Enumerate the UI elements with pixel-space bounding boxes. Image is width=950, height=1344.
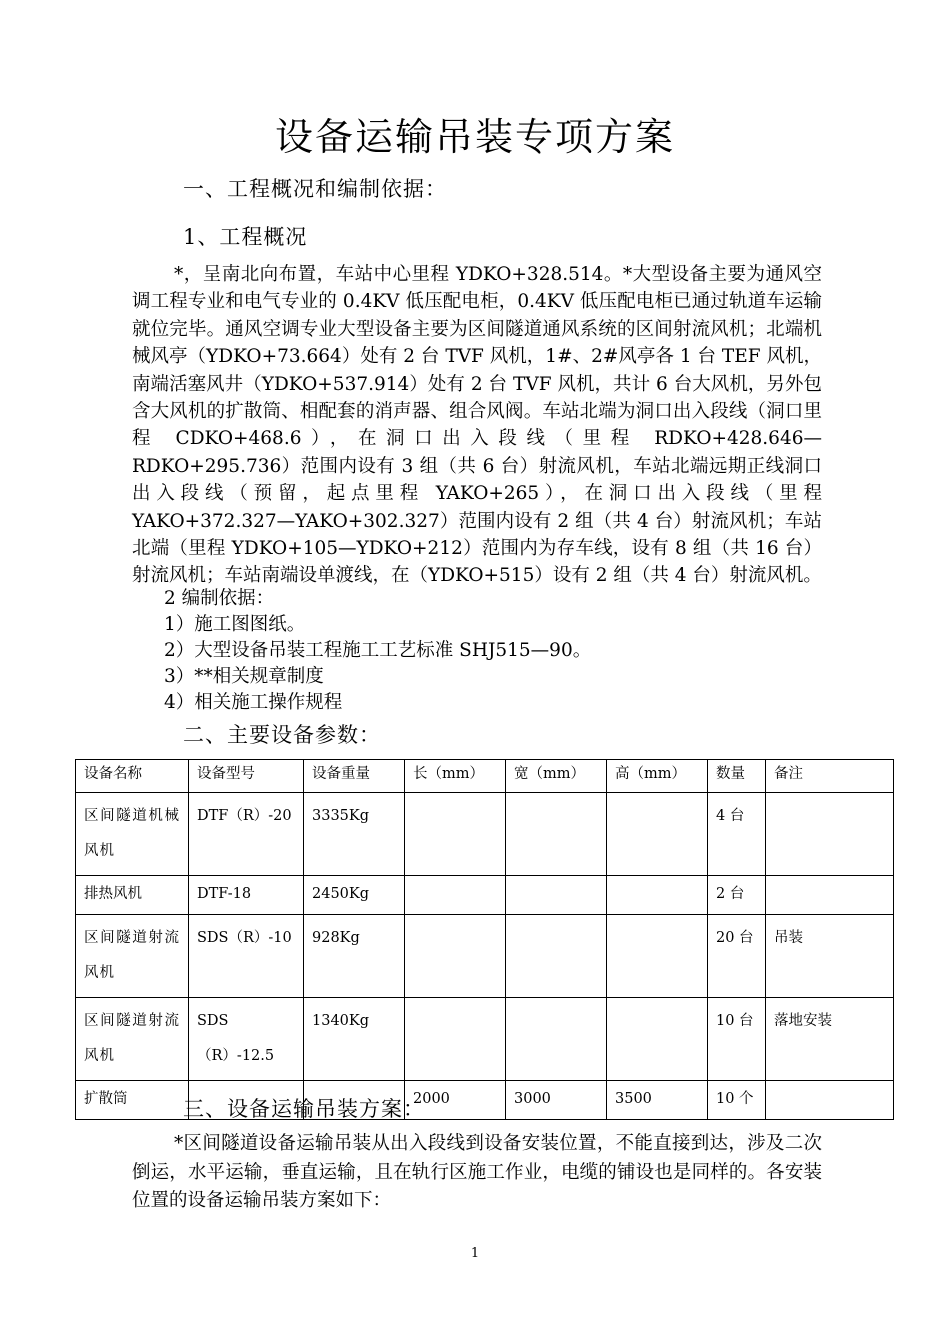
basis-item: 2）大型设备吊装工程施工工艺标准 SHJ515—90。 [164, 640, 592, 661]
table-cell: 3000 [506, 1081, 607, 1120]
table-cell: 2000 [405, 1081, 506, 1120]
basis-list [164, 586, 591, 716]
basis-item: 3）**相关规章制度 [164, 666, 324, 687]
table-cell: 区间隧道射流风机 [76, 915, 189, 998]
table-cell: DTF（R）-20 [189, 793, 304, 876]
section2-heading: 二、主要设备参数： [183, 723, 381, 747]
column-header: 宽（mm） [506, 760, 607, 793]
column-header: 数量 [708, 760, 766, 793]
column-header: 设备型号 [189, 760, 304, 793]
section1-subheading: 1、工程概况 [183, 225, 308, 249]
table-row [76, 915, 894, 998]
table-cell: 区间隧道机械风机 [76, 793, 189, 876]
table-cell: 2 台 [708, 876, 766, 915]
table-cell: 扩散筒 [76, 1081, 189, 1120]
table-cell [405, 998, 506, 1081]
table-cell: 区间隧道射流风机 [76, 998, 189, 1081]
table-cell [405, 915, 506, 998]
table-cell [766, 876, 894, 915]
table-cell: 10 个 [708, 1081, 766, 1120]
table-row [76, 876, 894, 915]
overview-paragraph: *，呈南北向布置，车站中心里程 YDKO+328.514。*大型设备主要为通风空调工程专业和电气专业的 0.4KV 低压配电柜，0.4KV 低压配电柜已通过轨道车运输就位完毕。通风空调专业大型设备主要为区间隧道通风系统的区间射流风机；北端机械风亭（YDKO+73.664）处有 2 台 TVF 风机，1#、2#风亭各 1 台 TEF 风机，南端活塞风井（YDKO+537.914）处有 2 台 TVF 风机，共计 6 台大风机，另外包含大风机的扩散筒、相配套的消声器、组合风阀。车站北端为洞口出入段线（洞口里程 CDKO+468.6），在洞口出入段线（里程 RDKO+428.646—RDKO+295.736）范围内设有 3 组（共 6 台）射流风机，车站北端远期正线洞口出入段线（预留，起点里程 YAKO+265），在洞口出入段线（里程 YAKO+372.327—YAKO+302.327）范围内设有 2 组（共 4 台）射流风机；车站北端（里程 YDKO+105—YDKO+212）范围内为存车线，设有 8 组（共 16 台）射流风机；车站南端设单渡线，在（YDKO+515）设有 2 组（共 4 台）射流风机。 [132, 264, 822, 587]
page-number: 1 [470, 1246, 480, 1261]
table-cell: 10 台 [708, 998, 766, 1081]
column-header: 长（mm） [405, 760, 506, 793]
table-cell [607, 998, 708, 1081]
table-row [76, 793, 894, 876]
table-cell: 2450Kg [304, 876, 405, 915]
table-cell [607, 793, 708, 876]
column-header: 备注 [766, 760, 894, 793]
table-cell: DTF-18 [189, 876, 304, 915]
column-header: 高（mm） [607, 760, 708, 793]
equipment-parameters-table [75, 759, 894, 1120]
section3-paragraph: *区间隧道设备运输吊装从出入段线到设备安装位置，不能直接到达，涉及二次倒运，水平运输，垂直运输，且在轨行区施工作业，电缆的铺设也是同样的。各安装位置的设备运输吊装方案如下： [132, 1133, 822, 1211]
table-cell [506, 915, 607, 998]
basis-item: 1）施工图图纸。 [164, 614, 306, 635]
table-cell: 3335Kg [304, 793, 405, 876]
table-cell: 3500 [607, 1081, 708, 1120]
table-cell: SDS（R）-12.5 [189, 998, 304, 1081]
table-cell: 4 台 [708, 793, 766, 876]
table-cell: 落地安装 [766, 998, 894, 1081]
document-title: 设备运输吊装专项方案 [274, 115, 675, 159]
column-header: 设备名称 [76, 760, 189, 793]
table-cell: 吊装 [766, 915, 894, 998]
section3-heading: 三、设备运输吊装方案： [183, 1097, 425, 1121]
table-cell [506, 793, 607, 876]
table-row [76, 998, 894, 1081]
table-cell: SDS（R）-10 [189, 915, 304, 998]
table-cell [506, 998, 607, 1081]
table-cell [405, 876, 506, 915]
section1-heading: 一、工程概况和编制依据： [183, 177, 447, 201]
table-cell: 1340Kg [304, 998, 405, 1081]
basis-item: 4）相关施工操作规程 [164, 692, 343, 713]
table-cell: 排热风机 [76, 876, 189, 915]
table-cell [766, 793, 894, 876]
basis-heading: 2 编制依据： [164, 588, 275, 609]
table-cell [766, 1081, 894, 1120]
table-cell [405, 793, 506, 876]
table-cell [506, 876, 607, 915]
table-cell: 928Kg [304, 915, 405, 998]
table-cell: 20 台 [708, 915, 766, 998]
table-cell [607, 915, 708, 998]
table-header-row [76, 760, 894, 793]
table-cell [607, 876, 708, 915]
column-header: 设备重量 [304, 760, 405, 793]
